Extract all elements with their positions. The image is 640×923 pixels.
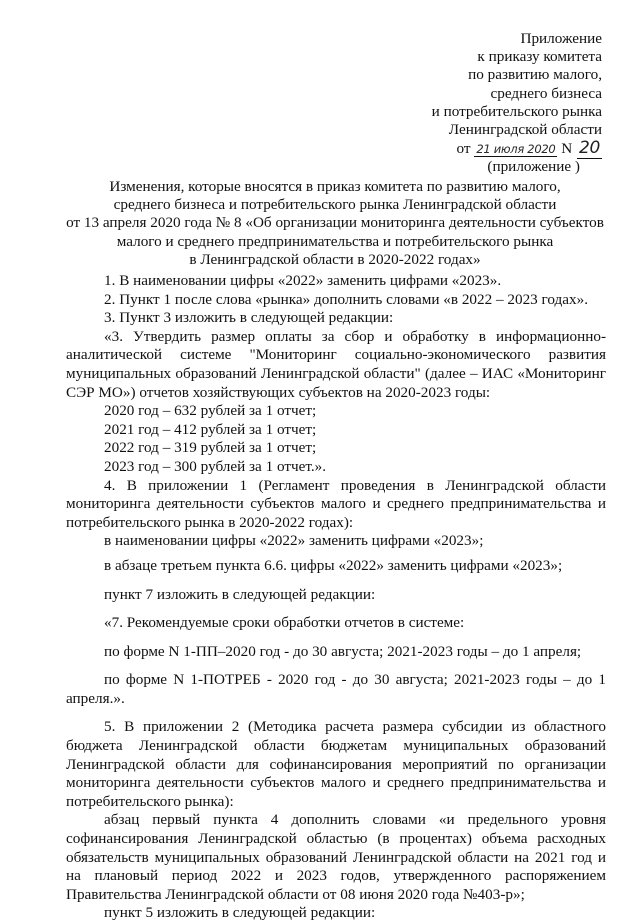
title-line: от 13 апреля 2020 года № 8 «Об организации мониторинга деятельности субъектов <box>66 214 604 232</box>
paragraph-form-2: по форме N 1-ПОТРЕБ - 2020 год - до 30 августа; 2021-2023 годы – до 1 апреля.». <box>66 671 606 707</box>
rate-line: 2023 год – 300 рублей за 1 отчет.». <box>104 457 327 475</box>
paragraph-item-4: 4. В приложении 1 (Регламент проведения в Ленинградской области мониторинга деятельности субъектов малого и среднего предпринимательства и потребительского рынка в 2020-2022 годах): <box>66 476 606 531</box>
handwritten-date: 21 июля 2020 <box>476 142 556 157</box>
paragraph-form-1: по форме N 1-ПП–2020 год - до 30 августа; 2021-2023 годы – до 1 апреля; <box>104 642 582 660</box>
title-line: среднего бизнеса и потребительского рынка Ленинградской области <box>113 196 557 214</box>
handwritten-number: 20 <box>578 138 600 159</box>
header-line: среднего бизнеса <box>490 84 602 102</box>
title-line: Изменения, которые вносятся в приказ комитета по развитию малого, <box>109 178 561 195</box>
number-label: N <box>561 140 573 158</box>
rate-line: 2021 год – 412 рублей за 1 отчет; <box>104 420 317 438</box>
paragraph-item-3: 3. Пункт 3 изложить в следующей редакции: <box>104 309 394 327</box>
header-line: и потребительского рынка <box>431 102 602 120</box>
paragraph-item-5a: абзац первый пункта 4 дополнить словами «и предельного уровня софинансирования Ленинградской областью (в процентах) объема расходных обязательств муниципальных образований Ленинградской области на 2021 год и на плановый период 2022 и 2023 годов, утвержденного распоряжением Правительства Ленинградской области от 08 июня 2020 года №403-р»; <box>66 811 606 903</box>
header-line: к приказу комитета <box>477 48 602 66</box>
document-title <box>60 178 610 269</box>
paragraph-item-4b: в абзаце третьем пункта 6.6. цифры «2022» заменить цифрами «2023»; <box>104 556 563 574</box>
rate-line: 2020 год – 632 рублей за 1 отчет; <box>104 402 317 420</box>
title-line: в Ленинградской области в 2020-2022 годах» <box>189 250 481 268</box>
paragraph-item-5: 5. В приложении 2 (Методика расчета размера субсидии из областного бюджета Ленинградской области бюджетам муниципальных образований Ленинградской области для софинансирования мероприятий по организации мониторинга деятельности субъектов малого и среднего предпринимательства и потребительского рынка): <box>66 718 606 810</box>
header-line: по развитию малого, <box>468 66 602 84</box>
paragraph-item-5b: пункт 5 изложить в следующей редакции: <box>104 904 376 922</box>
paragraph-quote-7: «7. Рекомендуемые сроки обработки отчетов в системе: <box>104 614 465 632</box>
paragraph-quote-3: «3. Утвердить размер оплаты за сбор и обработку в информационно-аналитической системе "Мониторинг социально-экономического развития муниципальных образований Ленинградской области" (далее – ИАС «Мониторинг СЭР МО») отчетов хозяйствующих субъектов на 2020-2023 годы: <box>66 327 606 401</box>
title-line: малого и среднего предпринимательства и потребительского рынка <box>116 232 554 250</box>
document-body <box>66 272 606 923</box>
paragraph-item-4c: пункт 7 изложить в следующей редакции: <box>104 585 376 603</box>
paragraph-item-4a: в наименовании цифры «2022» заменить цифрами «2023»; <box>104 532 484 550</box>
paragraph-item-1: 1. В наименовании цифры «2022» заменить цифрами «2023». <box>104 272 502 289</box>
header-line: Приложение <box>520 30 602 47</box>
header-line: Ленинградской области <box>448 121 602 139</box>
from-prefix: от <box>456 140 471 158</box>
appendix-header <box>342 30 602 177</box>
appendix-note: (приложение ) <box>487 158 580 176</box>
rate-line: 2022 год – 319 рублей за 1 отчет; <box>104 439 317 457</box>
order-date-line <box>342 139 602 158</box>
paragraph-item-2: 2. Пункт 1 после слова «рынка» дополнить словами «в 2022 – 2023 годах». <box>104 290 589 308</box>
